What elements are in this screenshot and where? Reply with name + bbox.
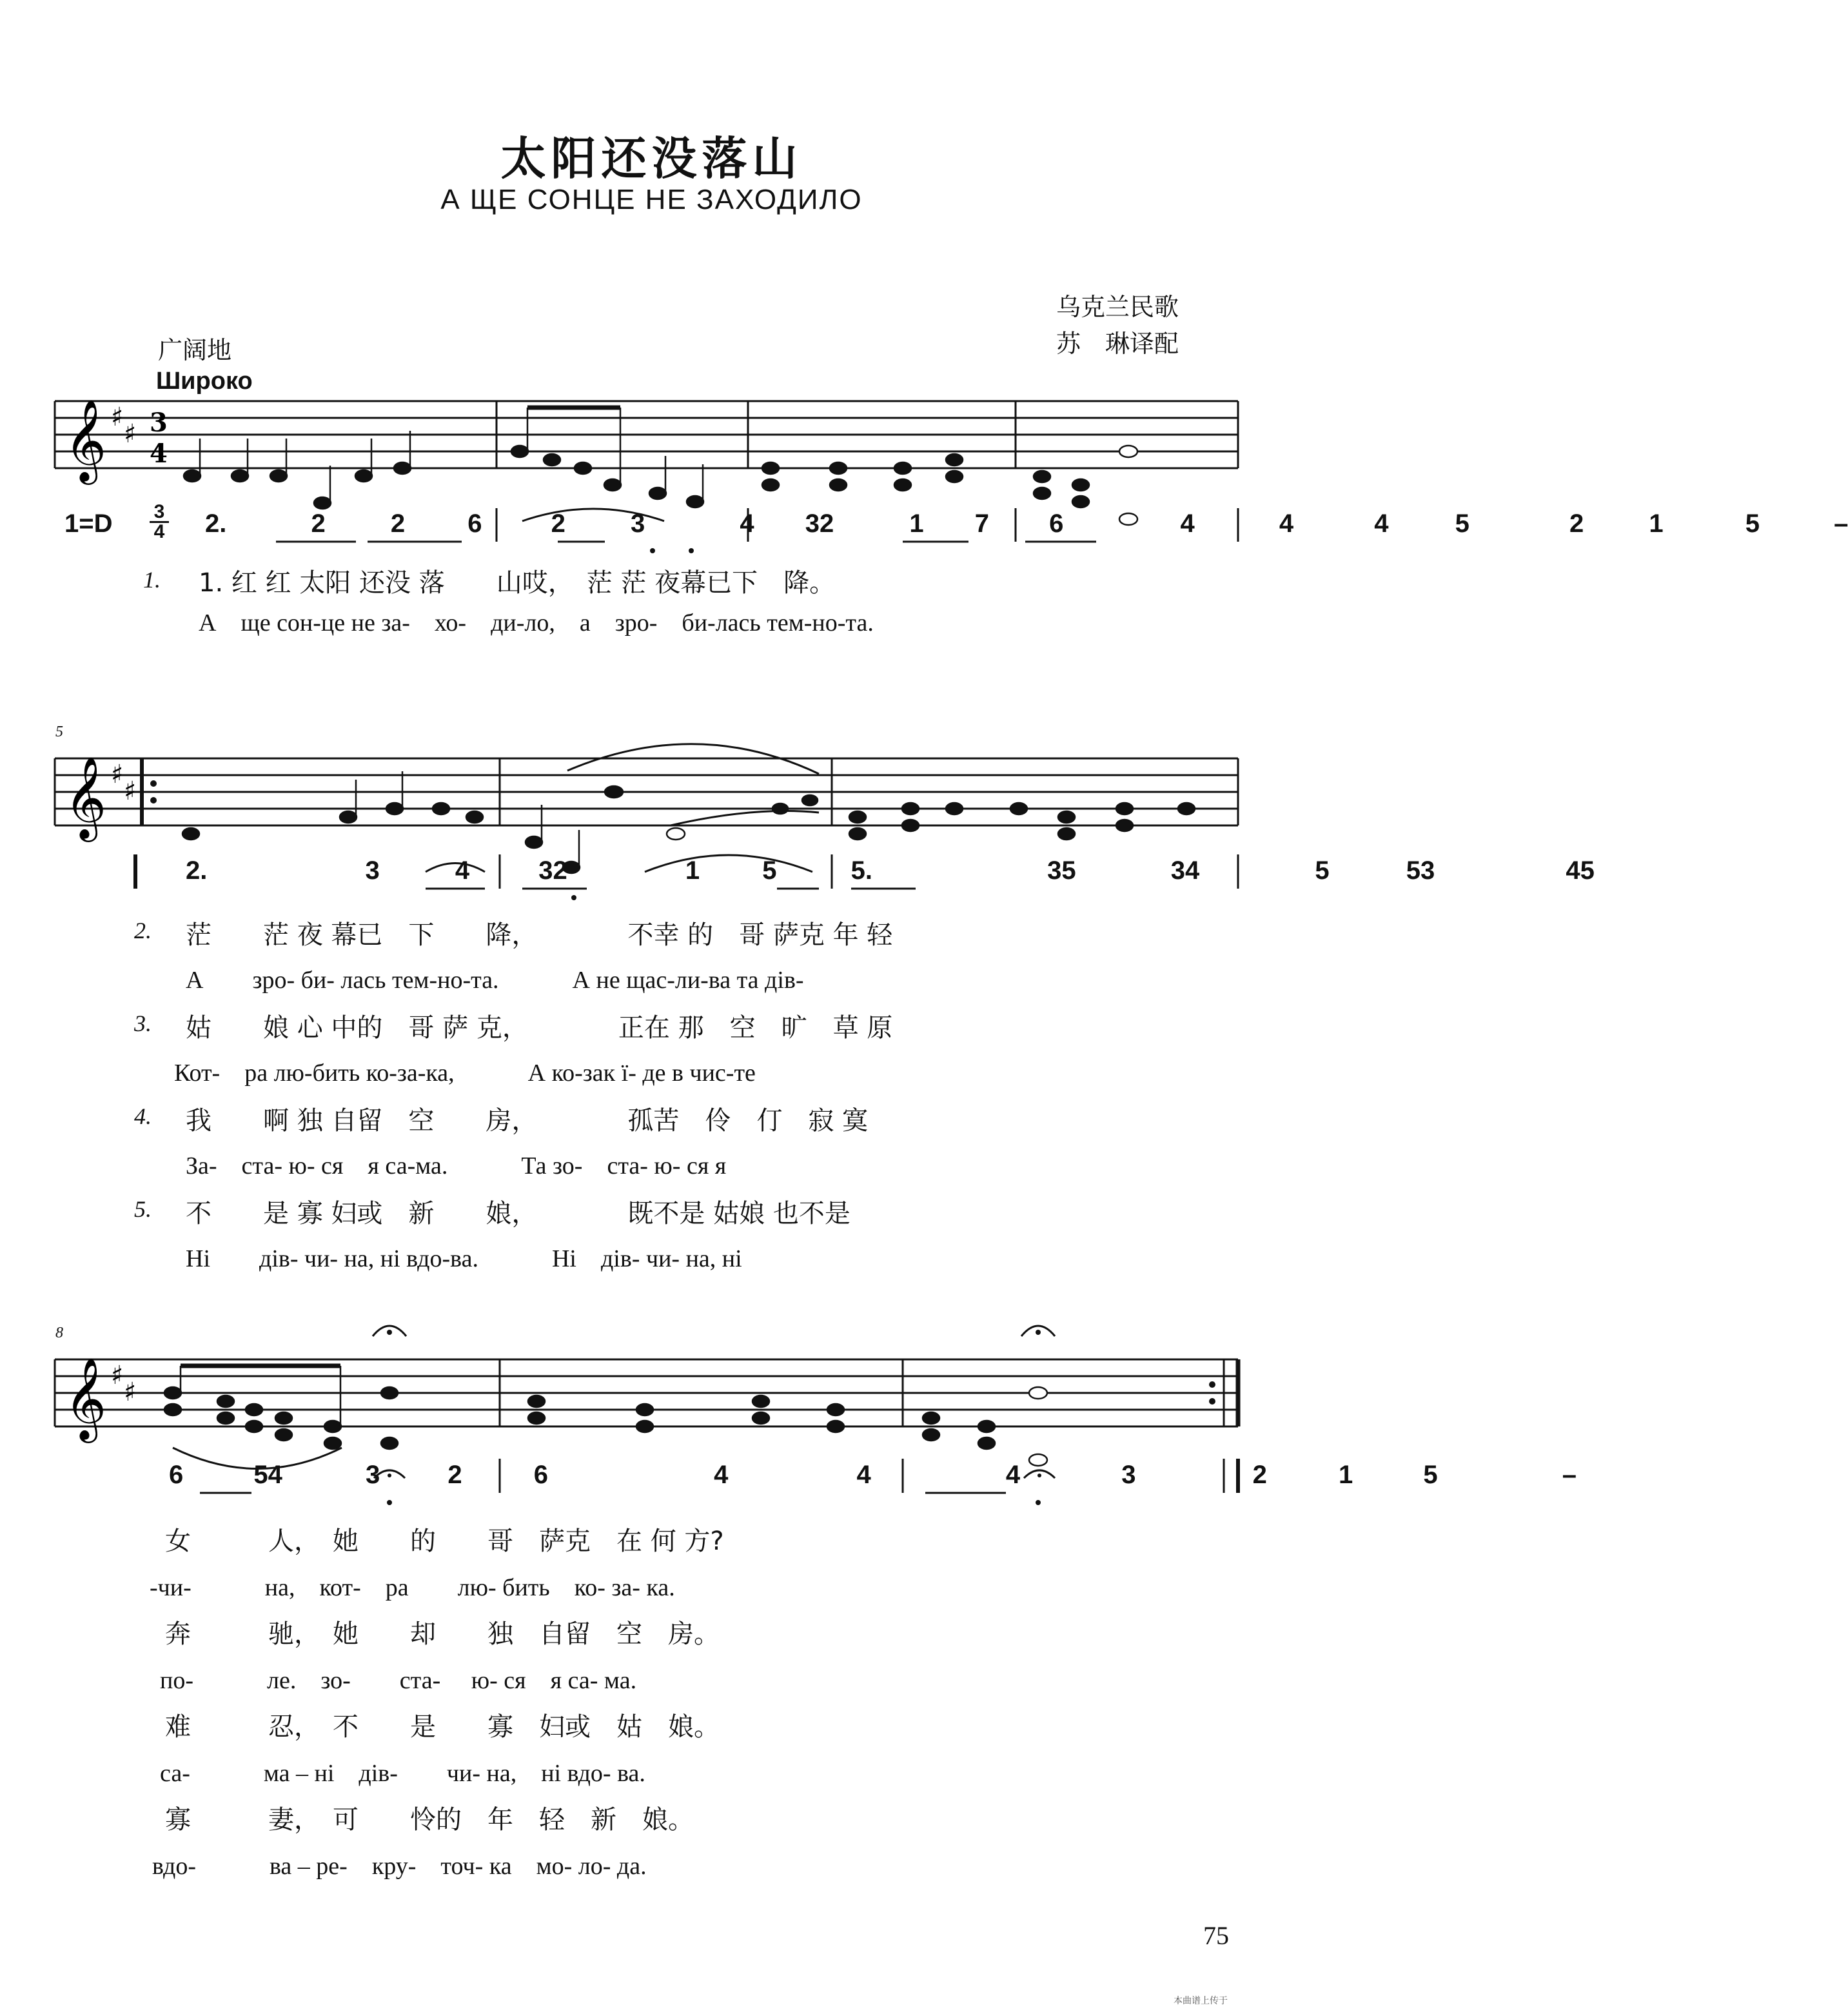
credit-origin: 乌克兰民歌 xyxy=(1056,293,1179,321)
key-signature: 1=D xyxy=(64,509,113,538)
title-russian: А ЩЕ СОНЦЕ НЕ ЗАХОДИЛО xyxy=(440,184,863,215)
lyrics-cn-1: 1. 红 红 太阳 还没 落 山哎， 茫 茫 夜幕已下 降。 xyxy=(199,568,836,598)
lyrics-ru-verse-4: За- ста- ю- ся я са-ма. Та зо- ста- ю- ся я xyxy=(186,1152,727,1179)
tempo-russian: Широко xyxy=(156,368,253,395)
tempo-chinese: 广阔地 xyxy=(158,336,232,364)
jianpu-lines xyxy=(135,508,1238,1493)
lyrics-ru-verse-3: Кот- ра лю-бить ко-за-ка, А ко-зак ї- де в чис-те xyxy=(174,1060,756,1087)
lyrics-cn-line-2: 奔 驰， 她 却 独 自留 空 房。 xyxy=(165,1619,720,1649)
svg-text:♯: ♯ xyxy=(111,1361,124,1390)
jianpu-line-1: 2. 2 2 6 2 3 4 32 1 7 6 4 4 4 5 2 1 5 – xyxy=(205,509,1848,538)
verse-number: 4. xyxy=(134,1103,152,1129)
lyrics-ru-verse-5: Ні дів- чи- на, ні вдо-ва. Ні дів- чи- на, ні xyxy=(186,1245,742,1272)
measure-number: 5 xyxy=(55,724,63,740)
sharp-icon: ♯ xyxy=(111,402,124,432)
credit-translator: 苏 琳译配 xyxy=(1056,330,1179,358)
lyrics-cn-verse-3: 姑 娘 心 中的 哥 萨 克， 正在 那 空 旷 草 原 xyxy=(186,1013,893,1043)
lyrics-ru-line-3: са- ма – ні дів- чи- на, ні вдо- ва. xyxy=(160,1760,645,1787)
measure-number: 8 xyxy=(55,1325,63,1341)
lyrics-cn-verse-4: 我 啊 独 自留 空 房， 孤苦 伶 仃 寂 寞 xyxy=(186,1106,869,1136)
lyrics-ru-line-2: по- ле. зо- ста- ю- ся я са- ма. xyxy=(160,1667,637,1694)
sharp-icon: ♯ xyxy=(124,419,137,449)
svg-text:𝄞: 𝄞 xyxy=(64,1357,107,1439)
lyrics-ru-line-4: вдо- ва – ре- кру- точ- ка мо- ло- да. xyxy=(152,1853,647,1880)
verse-number: 1. xyxy=(143,567,161,593)
lyrics-cn-verse-5: 不 是 寡 妇或 新 娘， 既不是 姑娘 也不是 xyxy=(186,1199,850,1228)
svg-text:♯: ♯ xyxy=(111,760,124,789)
svg-text:♯: ♯ xyxy=(124,1377,137,1407)
jianpu-line-2: 2. 3 4 32 1 5 5. 35 34 5 53 45 xyxy=(186,856,1595,885)
notes-system-3 xyxy=(164,1366,1047,1466)
lyrics-cn-line-1: 女 人， 她 的 哥 萨克 在 何 方? xyxy=(165,1526,724,1556)
svg-text:3: 3 xyxy=(150,408,168,438)
svg-text:4: 4 xyxy=(150,439,168,469)
title-chinese: 太阳还没落山 xyxy=(500,132,803,185)
notes-system-1 xyxy=(184,408,1137,525)
lyrics-cn-line-3: 难 忍， 不 是 寡 妇或 姑 娘。 xyxy=(165,1712,720,1742)
time-signature: 3 4 xyxy=(150,503,169,541)
verse-number: 2. xyxy=(134,918,152,943)
treble-clef-icon: 𝄞 xyxy=(64,399,107,481)
svg-text:𝄞: 𝄞 xyxy=(64,756,107,838)
lyrics-cn-line-4: 寡 妻， 可 怜的 年 轻 新 娘。 xyxy=(165,1805,694,1835)
svg-text:♯: ♯ xyxy=(124,776,137,806)
lyrics-cn-verse-2: 茫 茫 夜 幕已 下 降， 不幸 的 哥 萨克 年 轻 xyxy=(186,920,893,950)
page-number: 75 xyxy=(1203,1921,1229,1950)
staff-lines-1 xyxy=(55,401,1238,468)
footer-text: 本曲谱上传于 xyxy=(1174,1996,1228,2006)
verse-number: 5. xyxy=(134,1196,152,1222)
lyrics-ru-line-1: -чи- на, кот- ра лю- бить ко- за- ка. xyxy=(150,1574,675,1601)
lyrics-ru-1: А ще сон-це не за- хо- ди-ло, а зро- би-лась тем-но-та. xyxy=(199,609,874,636)
verse-number: 3. xyxy=(134,1011,152,1036)
fermata-icon xyxy=(373,1326,1055,1478)
lyrics-ru-verse-2: А зро- би- лась тем-но-та. А не щас-ли-ва та дів- xyxy=(186,967,804,994)
jianpu-line-3: 6 54 3 2 6 4 4 4 3 2 1 5 – xyxy=(169,1461,1577,1489)
